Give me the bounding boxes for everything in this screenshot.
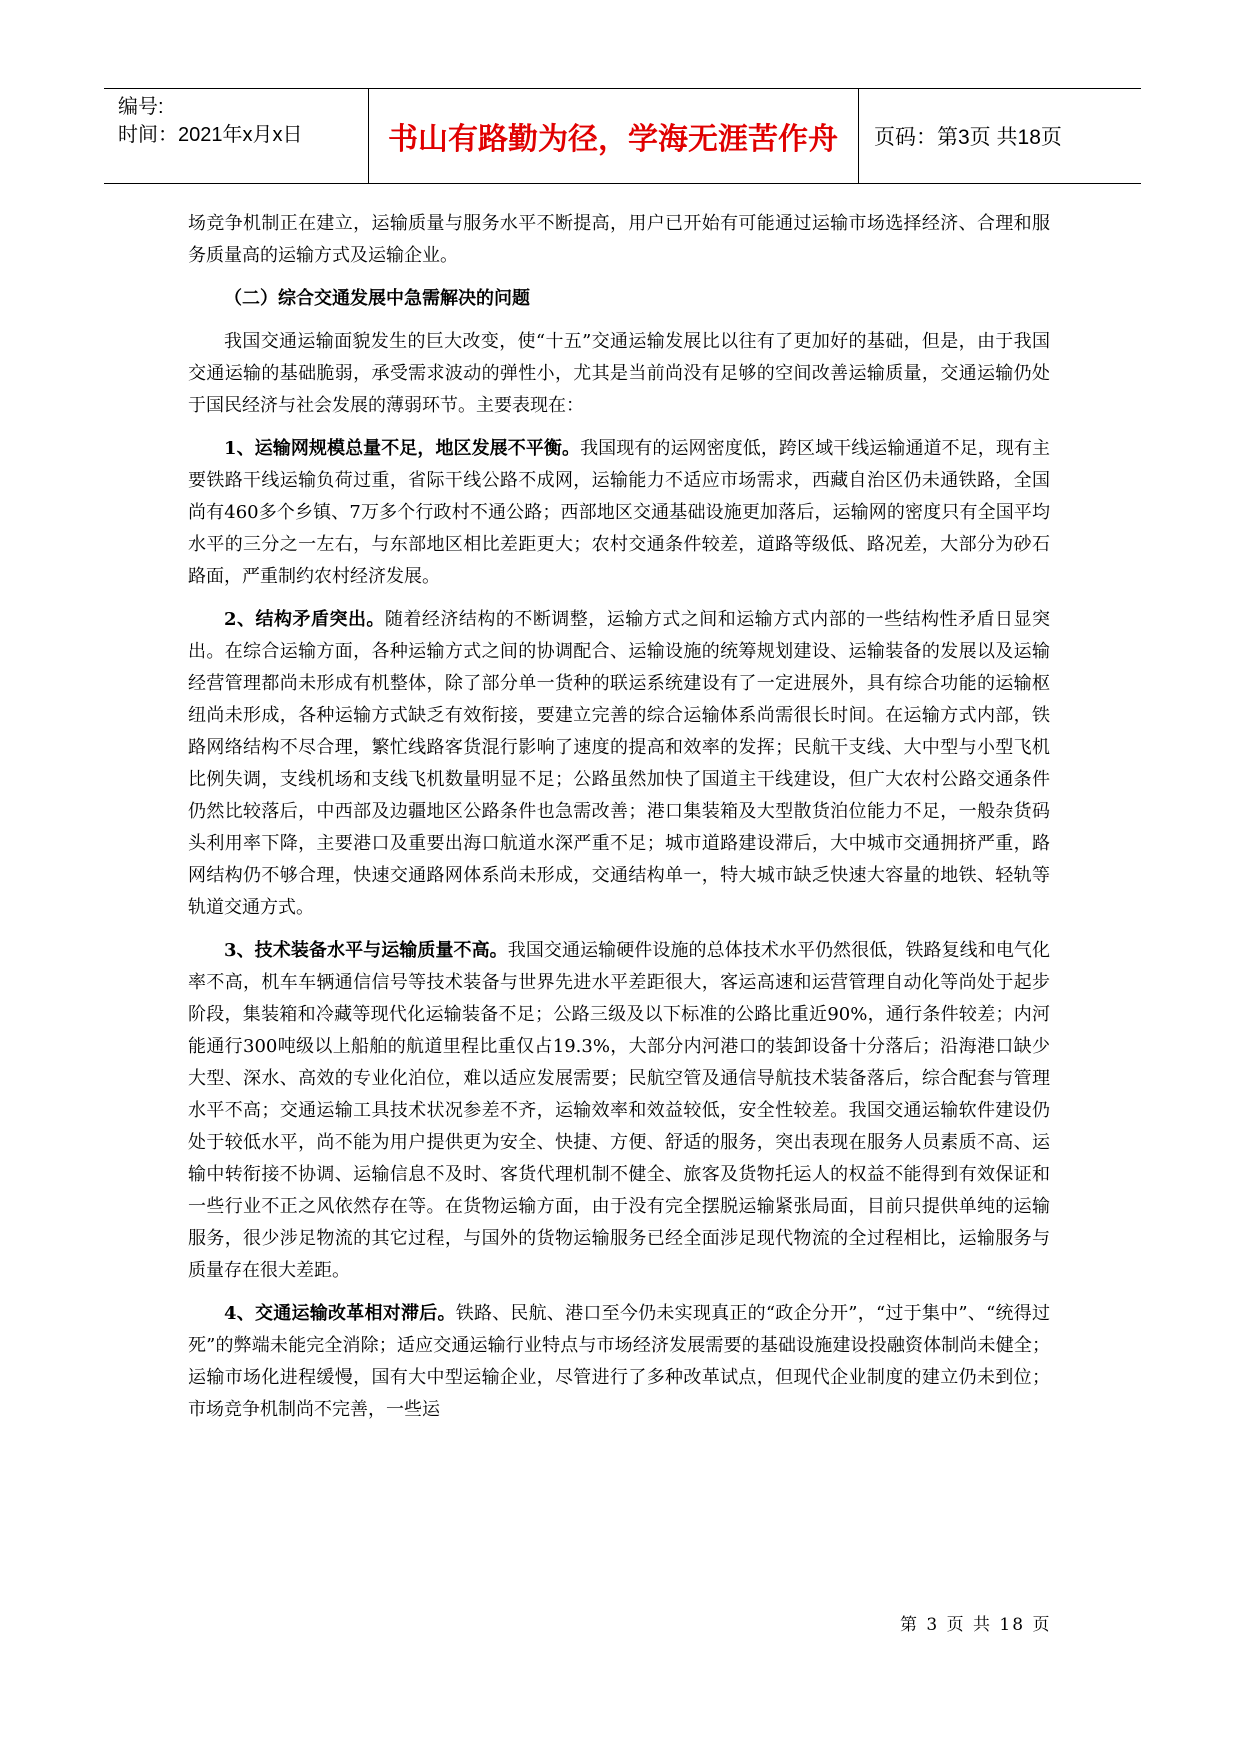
document-body (188, 208, 1050, 1437)
paragraph (188, 1298, 1050, 1426)
paragraph-lead: 2、结构矛盾突出。 (224, 609, 385, 630)
paragraph-text: 我国交通运输硬件设施的总体技术水平仍然很低，铁路复线和电气化率不高，机车车辆通信信号等技术装备与世界先进水平差距很大，客运高速和运营管理自动化等尚处于起步阶段，集装箱和冷藏等现代化运输装备不足；公路三级及以下标准的公路比重近90%，通行条件较差；内河能通行300吨级以上船舶的航道里程比重仅占19.3%，大部分内河港口的装卸设备十分落后；沿海港口缺少大型、深水、高效的专业化泊位，难以适应发展需要；民航空管及通信导航技术装备落后，综合配套与管理水平不高；交通运输工具技术状况参差不齐，运输效率和效益较低，安全性较差。我国交通运输软件建设仍处于较低水平，尚不能为用户提供更为安全、快捷、方便、舒适的服务，突出表现在服务人员素质不高、运输中转衔接不协调、运输信息不及时、客货代理机制不健全、旅客及货物托运人的权益不能得到有效保证和一些行业不正之风依然存在等。在货物运输方面，由于没有完全摆脱运输紧张局面，目前只提供单纯的运输服务，很少涉足物流的其它过程，与国外的货物运输服务已经全面涉足现代物流的全过程相比，运输服务与质量存在很大差距。 (188, 940, 1050, 1281)
time-label: 时间：2021年x月x日 (118, 124, 303, 146)
paragraph-text: 随着经济结构的不断调整，运输方式之间和运输方式内部的一些结构性矛盾日显突出。在综合运输方面，各种运输方式之间的协调配合、运输设施的统筹规划建设、运输装备的发展以及运输经营管理都尚未形成有机整体，除了部分单一货种的联运系统建设有了一定进展外，具有综合功能的运输枢纽尚未形成，各种运输方式缺乏有效衔接，要建立完善的综合运输体系尚需很长时间。在运输方式内部，铁路网络结构不尽合理，繁忙线路客货混行影响了速度的提高和效率的发挥；民航干支线、大中型与小型飞机比例失调，支线机场和支线飞机数量明显不足；公路虽然加快了国道主干线建设，但广大农村公路交通条件仍然比较落后，中西部及边疆地区公路条件也急需改善；港口集装箱及大型散货泊位能力不足，一般杂货码头利用率下降，主要港口及重要出海口航道水深严重不足；城市道路建设滞后，大中城市交通拥挤严重，路网结构仍不够合理，快速交通路网体系尚未形成，交通结构单一，特大城市缺乏快速大容量的地铁、轻轨等轨道交通方式。 (188, 609, 1050, 918)
paragraph-lead: 4、交通运输改革相对滞后。 (224, 1303, 456, 1324)
paragraph (188, 433, 1050, 593)
section-heading: （二）综合交通发展中急需解决的问题 (224, 288, 530, 309)
paragraph-text: 铁路、民航、港口至今仍未实现真正的“政企分开”，“过于集中”、“统得过死”的弊端未能完全消除；适应交通运输行业特点与市场经济发展需要的基础设施建设投融资体制尚未健全；运输市场化进程缓慢，国有大中型运输企业，尽管进行了多种改革试点，但现代企业制度的建立仍未到位；市场竞争机制尚不完善，一些运 (188, 1303, 1050, 1420)
paragraph (188, 935, 1050, 1287)
header-divider (858, 89, 859, 183)
page-header (104, 88, 1141, 184)
paragraph (188, 604, 1050, 924)
header-motto: 书山有路勤为径，学海无涯苦作舟 (388, 122, 838, 157)
header-meta (118, 93, 368, 149)
header-page-info: 页码：第3页 共18页 (874, 126, 1062, 149)
paragraph: 场竞争机制正在建立，运输质量与服务水平不断提高，用户已开始有可能通过运输市场选择经济、合理和服务质量高的运输方式及运输企业。 (188, 213, 1050, 266)
paragraph: 我国交通运输面貌发生的巨大改变，使“十五”交通运输发展比以往有了更加好的基础，但是，由于我国交通运输的基础脆弱，承受需求波动的弹性小，尤其是当前尚没有足够的空间改善运输质量，交通运输仍处于国民经济与社会发展的薄弱环节。主要表现在： (188, 331, 1050, 416)
paragraph-text: 我国现有的运网密度低，跨区域干线运输通道不足，现有主要铁路干线运输负荷过重，省际干线公路不成网，运输能力不适应市场需求，西藏自治区仍未通铁路，全国尚有460多个乡镇、7万多个行政村不通公路；西部地区交通基础设施更加落后，运输网的密度只有全国平均水平的三分之一左右，与东部地区相比差距更大；农村交通条件较差，道路等级低、路况差，大部分为砂石路面，严重制约农村经济发展。 (188, 438, 1051, 587)
header-divider (368, 89, 369, 183)
paragraph-lead: 3、技术装备水平与运输质量不高。 (224, 940, 508, 961)
page-footer: 第 3 页 共 18 页 (900, 1615, 1052, 1635)
number-label: 编号: (118, 96, 164, 118)
paragraph-lead: 1、运输网规模总量不足，地区发展不平衡。 (224, 438, 581, 459)
